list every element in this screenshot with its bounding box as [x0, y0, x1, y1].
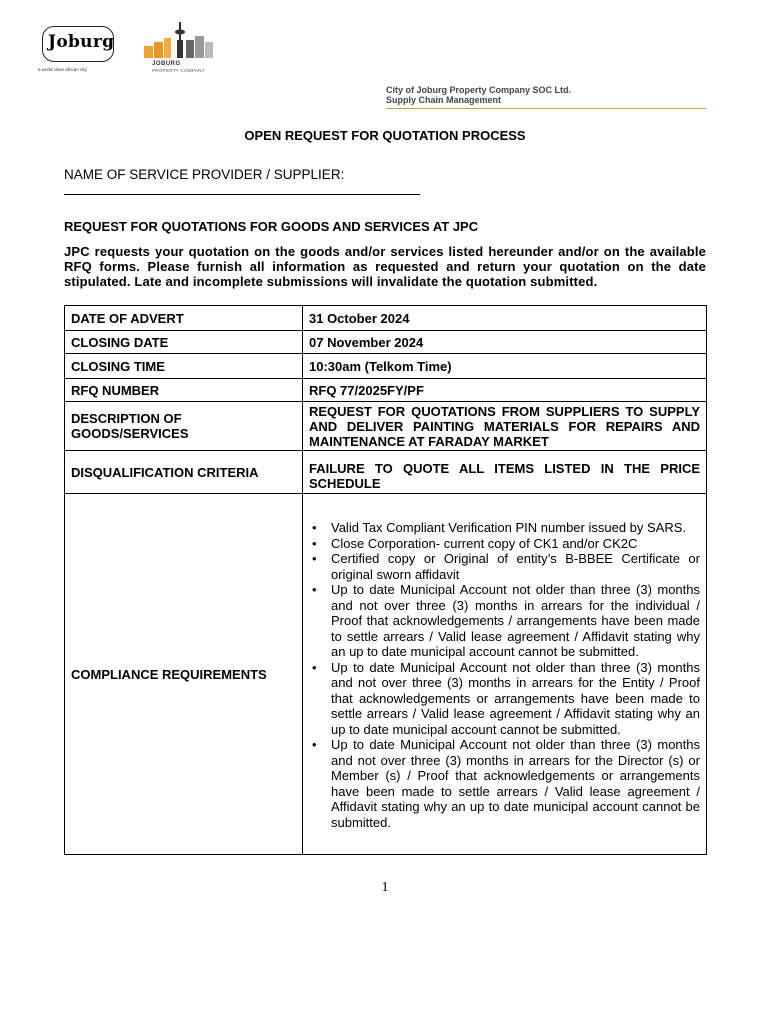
date-of-advert-label: DATE OF ADVERT: [65, 306, 303, 331]
list-item: [309, 536, 700, 552]
closing-time-value: 10:30am (Telkom Time): [303, 354, 707, 379]
table-row: [65, 331, 707, 354]
compliance-label: COMPLIANCE REQUIREMENTS: [65, 494, 303, 855]
company-name: City of Joburg Property Company SOC Ltd.: [386, 85, 572, 95]
table-row: [65, 451, 707, 494]
list-item: [309, 520, 700, 536]
closing-date-value: 07 November 2024: [303, 331, 707, 354]
table-row: [65, 306, 707, 331]
description-value: REQUEST FOR QUOTATIONS FROM SUPPLIERS TO SUPPLY AND DELIVER PAINTING MATERIALS FOR REPAIRS AND MAINTENANCE AT FARADAY MARKET: [303, 402, 707, 451]
jpc-logo-name: JOBURG: [152, 61, 181, 67]
disqualification-value: FAILURE TO QUOTE ALL ITEMS LISTED IN THE PRICE SCHEDULE: [303, 451, 707, 494]
company-header: [386, 85, 571, 105]
bullet-icon: •: [312, 582, 317, 597]
list-item-text: Valid Tax Compliant Verification PIN number issued by SARS.: [331, 520, 687, 535]
header-divider: [386, 108, 706, 109]
joburg-logo-text: Joburg: [48, 32, 115, 52]
list-item: [309, 737, 700, 830]
jpc-logo-subtitle: PROPERTY COMPANY: [152, 68, 206, 73]
description-label: DESCRIPTION OF GOODS/SERVICES: [65, 402, 303, 451]
closing-date-label: CLOSING DATE: [65, 331, 303, 354]
rfq-intro-paragraph: JPC requests your quotation on the goods and/or services listed hereunder and/or on the available RFQ forms. Please furnish all information as requested and return your quotation on the date stipulated. Late and incomplete submissions will invalidate the quotation submitted.: [64, 244, 706, 289]
department-name: Supply Chain Management: [386, 95, 502, 105]
list-item-text: Close Corporation- current copy of CK1 and/or CK2C: [331, 535, 638, 551]
closing-time-label: CLOSING TIME: [65, 354, 303, 379]
supplier-name-line: [64, 194, 420, 195]
list-item-text: Up to date Municipal Account not older than three (3) months and not over three (3) months in arrears for the Entity / Proof that acknowledgements or arrangements have been made to settle arrears / Valid lease agreement / Affidavit stating why an up to date municipal account cannot be submitted.: [331, 659, 700, 737]
list-item-text: Certified copy or Original of entity’s B-BBEE Certificate or original sworn affidavit: [331, 551, 700, 582]
rfq-number-value: RFQ 77/2025FY/PF: [303, 379, 707, 402]
joburg-tagline: a world class african city: [38, 67, 87, 72]
table-row: [65, 402, 707, 451]
joburg-logo: [38, 22, 118, 74]
bullet-icon: •: [312, 659, 317, 675]
bullet-icon: •: [312, 535, 317, 551]
jpc-logo: [140, 20, 230, 76]
bullet-icon: •: [312, 520, 317, 535]
list-item-text: Up to date Municipal Account not older than three (3) months and not over three (3) months in arrears for the Director (s) or Member (s) / Proof that acknowledgements or arrangements have been made to settle arrears / Valid lease agreement / Affidavit stating why an up to date municipal account cannot be submitted.: [331, 737, 700, 830]
list-item: [309, 660, 700, 738]
table-row: [65, 379, 707, 402]
list-item: [309, 551, 700, 582]
date-of-advert-value: 31 October 2024: [303, 306, 707, 331]
jpc-skyline-icon: [140, 20, 230, 60]
rfq-details-table: [64, 305, 707, 855]
rfq-heading: REQUEST FOR QUOTATIONS FOR GOODS AND SERVICES AT JPC: [64, 219, 479, 234]
table-row: [65, 494, 707, 855]
page-number: 1: [381, 880, 389, 895]
bullet-icon: •: [312, 551, 317, 566]
list-item: [309, 582, 700, 660]
bullet-icon: •: [312, 737, 317, 752]
table-row: [65, 354, 707, 379]
compliance-list: [309, 520, 700, 830]
document-title: OPEN REQUEST FOR QUOTATION PROCESS: [244, 128, 526, 143]
compliance-value: [303, 494, 707, 855]
list-item-text: Up to date Municipal Account not older than three (3) months and not over three (3) months in arrears for the individual / Proof that acknowledgements / arrangements have been made to settle arrears / Valid lease agreement / Affidavit stating why an up to date municipal account cannot be submitted.: [331, 582, 700, 659]
supplier-name-label: NAME OF SERVICE PROVIDER / SUPPLIER:: [64, 167, 345, 182]
rfq-number-label: RFQ NUMBER: [65, 379, 303, 402]
disqualification-label: DISQUALIFICATION CRITERIA: [65, 451, 303, 494]
